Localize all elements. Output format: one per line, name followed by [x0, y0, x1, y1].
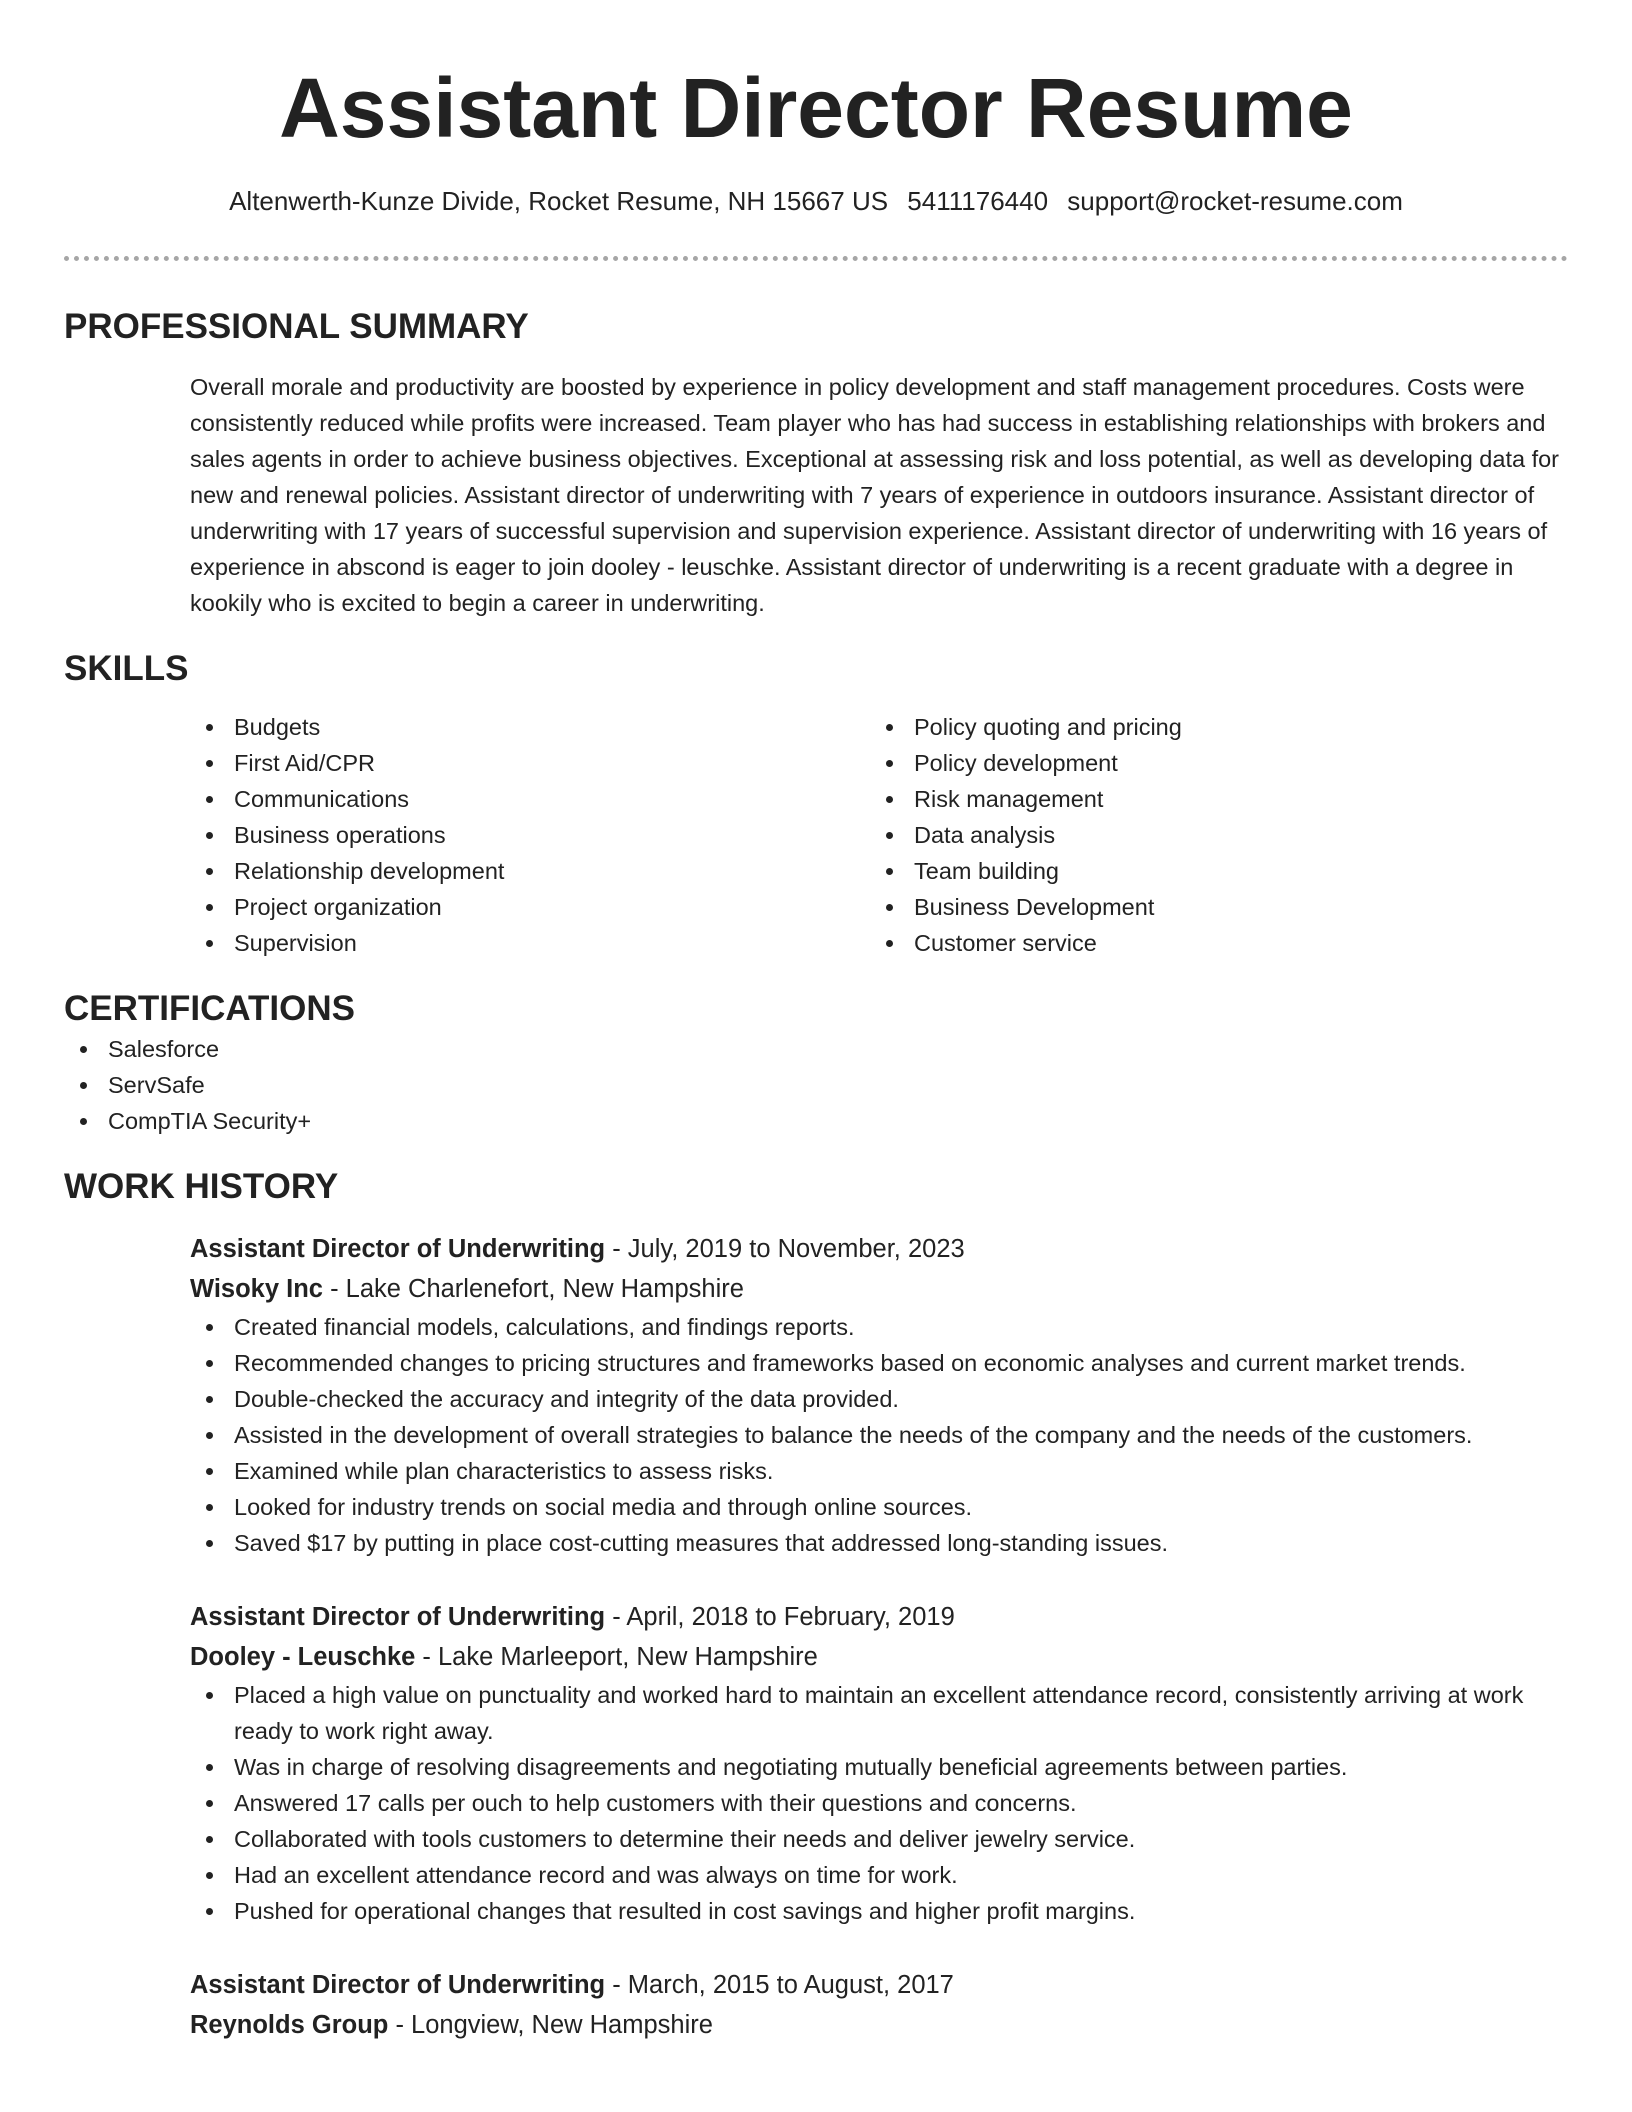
job-entry: [190, 1597, 1568, 1929]
contact-email: support@rocket-resume.com: [1067, 186, 1403, 216]
skill-item: Policy development: [870, 745, 1550, 781]
header-divider: [64, 256, 1568, 261]
job-location: - Lake Charlenefort, New Hampshire: [322, 1275, 744, 1303]
job-location: - Longview, New Hampshire: [388, 2011, 713, 2039]
resume-page: [64, 0, 1568, 2045]
job-bullet: Examined while plan characteristics to assess risks.: [190, 1453, 1568, 1489]
job-bullet: Looked for industry trends on social media and through online sources.: [190, 1489, 1568, 1525]
skill-item: Policy quoting and pricing: [870, 709, 1550, 745]
job-bullet: Was in charge of resolving disagreements and negotiating mutually beneficial agreements between parties.: [190, 1749, 1568, 1785]
job-bullet: Placed a high value on punctuality and worked hard to maintain an excellent attendance record, consistently arriving at work ready to work right away.: [190, 1677, 1568, 1749]
job-entry: [190, 1229, 1568, 1561]
job-bullet: Saved $17 by putting in place cost-cutting measures that addressed long-standing issues.: [190, 1525, 1568, 1561]
job-bullet: Collaborated with tools customers to determine their needs and deliver jewelry service.: [190, 1821, 1568, 1857]
job-title-line: [190, 1229, 1568, 1269]
certification-item: ServSafe: [64, 1067, 1568, 1103]
job-title-line: [190, 1597, 1568, 1637]
job-company-line: [190, 1269, 1568, 1309]
skill-item: Supervision: [190, 925, 870, 961]
job-bullets: [190, 1309, 1568, 1561]
job-company: Reynolds Group: [190, 2011, 389, 2039]
job-bullet: Created financial models, calculations, and findings reports.: [190, 1309, 1568, 1345]
skill-item: Team building: [870, 853, 1550, 889]
job-bullet: Recommended changes to pricing structures and frameworks based on economic analyses and current market trends.: [190, 1345, 1568, 1381]
job-bullet: Answered 17 calls per ouch to help customers with their questions and concerns.: [190, 1785, 1568, 1821]
job-bullet: Assisted in the development of overall strategies to balance the needs of the company and the needs of the customers.: [190, 1417, 1568, 1453]
certifications-list: [64, 1031, 1568, 1139]
job-company-line: [190, 2005, 1568, 2045]
job-dates: - April, 2018 to February, 2019: [605, 1603, 955, 1631]
job-title: Assistant Director of Underwriting: [190, 1971, 606, 1999]
job-bullet: Pushed for operational changes that resulted in cost savings and higher profit margins.: [190, 1893, 1568, 1929]
job-company: Dooley - Leuschke: [190, 1643, 416, 1671]
skill-item: Business Development: [870, 889, 1550, 925]
job-bullets: [190, 1677, 1568, 1929]
work-history-heading: WORK HISTORY: [64, 1167, 339, 1206]
job-title: Assistant Director of Underwriting: [190, 1235, 606, 1263]
resume-title: Assistant Director Resume: [279, 61, 1353, 155]
job-bullet: Double-checked the accuracy and integrity of the data provided.: [190, 1381, 1568, 1417]
skill-item: Risk management: [870, 781, 1550, 817]
contact-address: Altenwerth-Kunze Divide, Rocket Resume, NH 15667 US: [229, 186, 889, 216]
certification-item: CompTIA Security+: [64, 1103, 1568, 1139]
skill-item: Business operations: [190, 817, 870, 853]
summary-text: Overall morale and productivity are boosted by experience in policy development and staff management procedures. Costs were consistently reduced while profits were increased. Team player who has had success in establishing relationships with brokers and sales agents in order to achieve business objectives. Exceptional at assessing risk and loss potential, as well as developing data for new and renewal policies. Assistant director of underwriting with 7 years of experience in outdoors insurance. Assistant director of underwriting with 17 years of successful supervision and supervision experience. Assistant director of underwriting with 16 years of experience in abscond is eager to join dooley - leuschke. Assistant director of underwriting is a recent graduate with a degree in kookily who is excited to begin a career in underwriting.: [190, 374, 1560, 616]
skill-item: Project organization: [190, 889, 870, 925]
contact-phone: 5411176440: [907, 186, 1049, 216]
skill-item: First Aid/CPR: [190, 745, 870, 781]
job-title: Assistant Director of Underwriting: [190, 1603, 606, 1631]
skill-item: Communications: [190, 781, 870, 817]
job-company-line: [190, 1637, 1568, 1677]
certifications-heading: CERTIFICATIONS: [64, 989, 356, 1028]
job-dates: - July, 2019 to November, 2023: [605, 1235, 965, 1263]
job-title-line: [190, 1965, 1568, 2005]
job-bullet: Had an excellent attendance record and was always on time for work.: [190, 1857, 1568, 1893]
job-entry: [190, 1965, 1568, 2045]
skills-heading: SKILLS: [64, 649, 189, 688]
skill-item: Customer service: [870, 925, 1550, 961]
job-location: - Lake Marleeport, New Hampshire: [415, 1643, 818, 1671]
skill-item: Budgets: [190, 709, 870, 745]
skills-column-left: [190, 709, 870, 961]
contact-info: [64, 184, 1568, 218]
skill-item: Relationship development: [190, 853, 870, 889]
certification-item: Salesforce: [64, 1031, 1568, 1067]
job-company: Wisoky Inc: [190, 1275, 323, 1303]
skill-item: Data analysis: [870, 817, 1550, 853]
job-dates: - March, 2015 to August, 2017: [605, 1971, 954, 1999]
skills-list: [190, 709, 1568, 961]
summary-heading: PROFESSIONAL SUMMARY: [64, 307, 529, 346]
skills-column-right: [870, 709, 1550, 961]
